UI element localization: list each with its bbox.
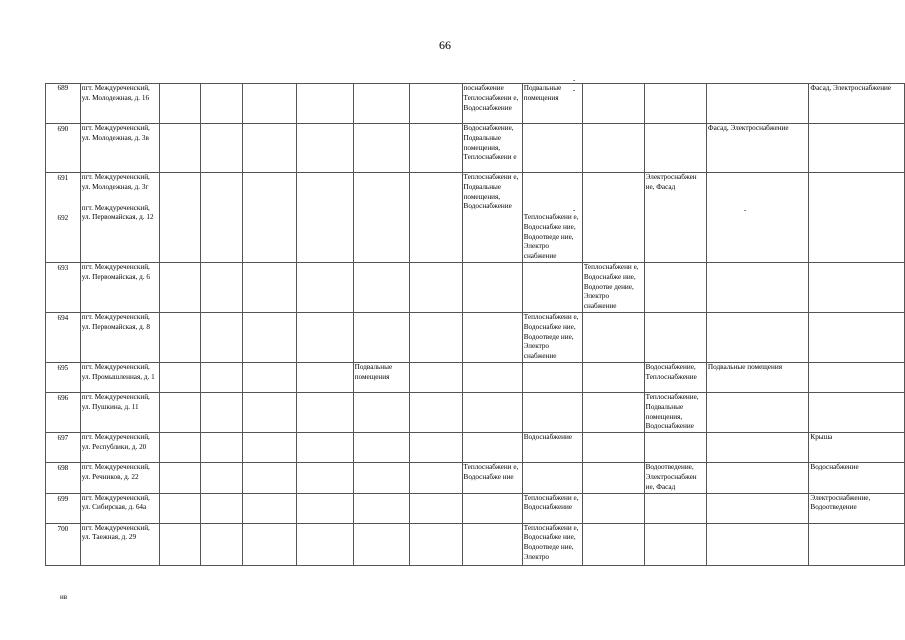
- works-cell: [706, 312, 809, 362]
- empty-cell: [297, 493, 353, 523]
- empty-cell: [243, 362, 297, 392]
- stray-mark: -: [573, 86, 576, 94]
- works-cell: [522, 362, 582, 392]
- empty-cell: [297, 262, 353, 312]
- empty-cell: [201, 493, 243, 523]
- works-cell: [706, 392, 809, 432]
- address-cell: пгт. Междуреченский, ул. Речников, д. 22: [80, 463, 160, 493]
- works-cell: Теплоснабжени е, Водоснабже ние, Водоотведе ние, Электро снабжение: [522, 173, 582, 263]
- address-cell: пгт. Междуреченский, ул. Сибирская, д. 64а: [80, 493, 160, 523]
- empty-cell: [160, 523, 201, 565]
- table-row: [46, 312, 905, 362]
- empty-cell: [201, 312, 243, 362]
- address-cell: пгт. Междуреченский, ул. Молодежная, д. 3в: [80, 124, 160, 173]
- works-cell: [644, 84, 706, 124]
- works-cell: поснабжение Теплоснабжени е, Водоснабжение: [462, 84, 522, 124]
- empty-cell: [160, 84, 201, 124]
- empty-cell: [160, 392, 201, 432]
- works-cell: [706, 84, 809, 124]
- empty-cell: [243, 262, 297, 312]
- address-cell: пгт. Междуреченский, ул. Пушкина, д. 11: [80, 392, 160, 432]
- empty-cell: [353, 262, 409, 312]
- works-cell: [809, 392, 905, 432]
- empty-cell: [353, 124, 409, 173]
- works-cell: [809, 362, 905, 392]
- empty-cell: [160, 463, 201, 493]
- empty-cell: [243, 124, 297, 173]
- row-number: 696: [46, 392, 81, 432]
- works-cell: Фасад, Электроснабжение: [706, 124, 809, 173]
- empty-cell: [243, 392, 297, 432]
- works-cell: [462, 493, 522, 523]
- works-cell: [809, 262, 905, 312]
- works-cell: [809, 173, 905, 263]
- table-row: [46, 433, 905, 463]
- address-text: пгт. Междуреченский, ул. Первомайская, д. 12: [81, 203, 154, 222]
- works-cell: Теплоснабжени е, Водоснабже ние, Водоотве дение, Электро снабжение: [582, 262, 644, 312]
- empty-cell: [297, 173, 353, 263]
- works-cell: [644, 262, 706, 312]
- empty-cell: [201, 362, 243, 392]
- works-cell: Водоснабжение: [522, 433, 582, 463]
- works-cell: [522, 124, 582, 173]
- works-cell: [644, 433, 706, 463]
- empty-cell: [409, 463, 462, 493]
- page-number: 66: [439, 38, 451, 52]
- works-cell: [644, 493, 706, 523]
- stray-mark: -: [744, 206, 747, 214]
- empty-cell: [353, 433, 409, 463]
- empty-cell: [409, 433, 462, 463]
- works-cell: Подвальные помещения: [353, 362, 409, 392]
- stray-mark: -: [573, 76, 576, 84]
- works-cell: Подвальные помещения: [522, 84, 582, 124]
- works-cell: [706, 463, 809, 493]
- empty-cell: [409, 312, 462, 362]
- empty-cell: [243, 84, 297, 124]
- empty-cell: [353, 173, 409, 263]
- works-cell: [582, 124, 644, 173]
- empty-cell: [409, 84, 462, 124]
- works-cell: Электроснабжение, Водоотведение: [809, 493, 905, 523]
- table-row: [46, 84, 905, 124]
- empty-cell: [160, 433, 201, 463]
- table-row: [46, 392, 905, 432]
- works-cell: Теплоснабжени е, Водоснабже ние: [462, 463, 522, 493]
- empty-cell: [409, 392, 462, 432]
- row-number: 700: [46, 523, 81, 565]
- row-number: 694: [46, 312, 81, 362]
- empty-cell: [243, 523, 297, 565]
- address-cell: [80, 173, 160, 263]
- works-cell: Теплоснабжени е, Водоснабже ние, Водоотведе ние, Электро снабжение: [522, 312, 582, 362]
- works-cell: [582, 362, 644, 392]
- works-cell: [462, 362, 522, 392]
- works-cell: Теплоснабжени е, Водоснабжение: [522, 493, 582, 523]
- empty-cell: [297, 312, 353, 362]
- works-cell: [809, 312, 905, 362]
- works-cell: [809, 523, 905, 565]
- empty-cell: [201, 392, 243, 432]
- works-cell: [522, 392, 582, 432]
- empty-cell: [297, 362, 353, 392]
- works-cell: [522, 262, 582, 312]
- row-number: 691: [57, 174, 69, 182]
- works-cell: [582, 463, 644, 493]
- works-cell: [706, 433, 809, 463]
- address-cell: пгт. Междуреченский, ул. Таежная, д. 29: [80, 523, 160, 565]
- row-number: 699: [46, 493, 81, 523]
- empty-cell: [243, 312, 297, 362]
- works-cell: [644, 523, 706, 565]
- empty-cell: [409, 124, 462, 173]
- row-number: 698: [46, 463, 81, 493]
- empty-cell: [201, 84, 243, 124]
- works-cell: Электроснабжен ие, Фасад: [644, 173, 706, 263]
- empty-cell: [409, 523, 462, 565]
- empty-cell: [409, 262, 462, 312]
- empty-cell: [353, 523, 409, 565]
- works-cell: [462, 433, 522, 463]
- works-cell: [582, 173, 644, 263]
- works-cell: [582, 84, 644, 124]
- address-cell: пгт. Междуреченский, ул. Первомайская, д. 8: [80, 312, 160, 362]
- row-number: 697: [46, 433, 81, 463]
- works-cell: [706, 173, 809, 263]
- address-cell: пгт. Междуреченский, ул. Молодежная, д. 16: [80, 84, 160, 124]
- row-number-cell: [46, 173, 81, 263]
- empty-cell: [353, 463, 409, 493]
- empty-cell: [409, 493, 462, 523]
- empty-cell: [160, 362, 201, 392]
- empty-cell: [160, 173, 201, 263]
- works-cell: [706, 493, 809, 523]
- row-number: 695: [46, 362, 81, 392]
- empty-cell: [297, 523, 353, 565]
- footer-mark: нв: [60, 593, 68, 601]
- address-cell: пгт. Междуреченский, ул. Промышленная, д. 1: [80, 362, 160, 392]
- works-cell: Водоснабжение, Теплоснабжение: [644, 362, 706, 392]
- empty-cell: [201, 523, 243, 565]
- empty-cell: [297, 392, 353, 432]
- empty-cell: [160, 493, 201, 523]
- empty-cell: [297, 463, 353, 493]
- works-cell: [582, 523, 644, 565]
- works-cell: [644, 124, 706, 173]
- works-cell: Теплоснабжение, Подвальные помещения, Водоснабжение: [644, 392, 706, 432]
- works-cell: Водоснабжение: [809, 463, 905, 493]
- table-row: [46, 262, 905, 312]
- stray-mark: -: [573, 206, 576, 214]
- works-cell: Подвальные помещения: [706, 362, 809, 392]
- empty-cell: [409, 173, 462, 263]
- register-table: [45, 83, 905, 566]
- works-cell: [582, 392, 644, 432]
- empty-cell: [353, 312, 409, 362]
- table-row: [46, 523, 905, 565]
- works-cell: Водоснабжение, Подвальные помещения, Теплоснабжени е: [462, 124, 522, 173]
- works-cell: [582, 493, 644, 523]
- works-cell: Крыша: [809, 433, 905, 463]
- works-cell: [582, 312, 644, 362]
- empty-cell: [409, 362, 462, 392]
- address-cell: пгт. Междуреченский, ул. Республики, д. 20: [80, 433, 160, 463]
- empty-cell: [243, 493, 297, 523]
- works-cell: [462, 392, 522, 432]
- empty-cell: [201, 262, 243, 312]
- works-cell: [522, 463, 582, 493]
- empty-cell: [243, 433, 297, 463]
- empty-cell: [297, 433, 353, 463]
- works-cell: [644, 312, 706, 362]
- row-number: 690: [46, 124, 81, 173]
- table-row: [46, 173, 905, 263]
- empty-cell: [243, 463, 297, 493]
- works-cell: [809, 124, 905, 173]
- table-row: [46, 362, 905, 392]
- empty-cell: [353, 493, 409, 523]
- empty-cell: [201, 463, 243, 493]
- empty-cell: [201, 124, 243, 173]
- works-cell: [462, 312, 522, 362]
- row-number: 689: [46, 84, 81, 124]
- works-cell: Водоотведение, Электроснабжен ие, Фасад: [644, 463, 706, 493]
- empty-cell: [297, 84, 353, 124]
- works-cell: Фасад, Электроснабжение: [809, 84, 905, 124]
- table-row: [46, 493, 905, 523]
- works-cell: Теплоснабжени е, Подвальные помещения, Водоснабжение: [462, 173, 522, 263]
- empty-cell: [243, 173, 297, 263]
- works-cell: [462, 262, 522, 312]
- empty-cell: [201, 173, 243, 263]
- row-number: 693: [46, 262, 81, 312]
- address-cell: пгт. Междуреченский, ул. Первомайская, д. 6: [80, 262, 160, 312]
- empty-cell: [353, 84, 409, 124]
- empty-cell: [201, 433, 243, 463]
- works-cell: [706, 262, 809, 312]
- empty-cell: [160, 262, 201, 312]
- empty-cell: [160, 124, 201, 173]
- works-cell: [582, 433, 644, 463]
- works-cell: [706, 523, 809, 565]
- empty-cell: [353, 392, 409, 432]
- works-cell: [462, 523, 522, 565]
- empty-cell: [297, 124, 353, 173]
- empty-cell: [160, 312, 201, 362]
- table-row: [46, 463, 905, 493]
- table-row: [46, 124, 905, 173]
- row-number: 692: [57, 213, 69, 222]
- works-cell: Теплоснабжени е, Водоснабже ние, Водоотведе ние, Электро: [522, 523, 582, 565]
- address-text: пгт. Междуреченский, ул. Молодежная, д. 3г: [81, 173, 150, 191]
